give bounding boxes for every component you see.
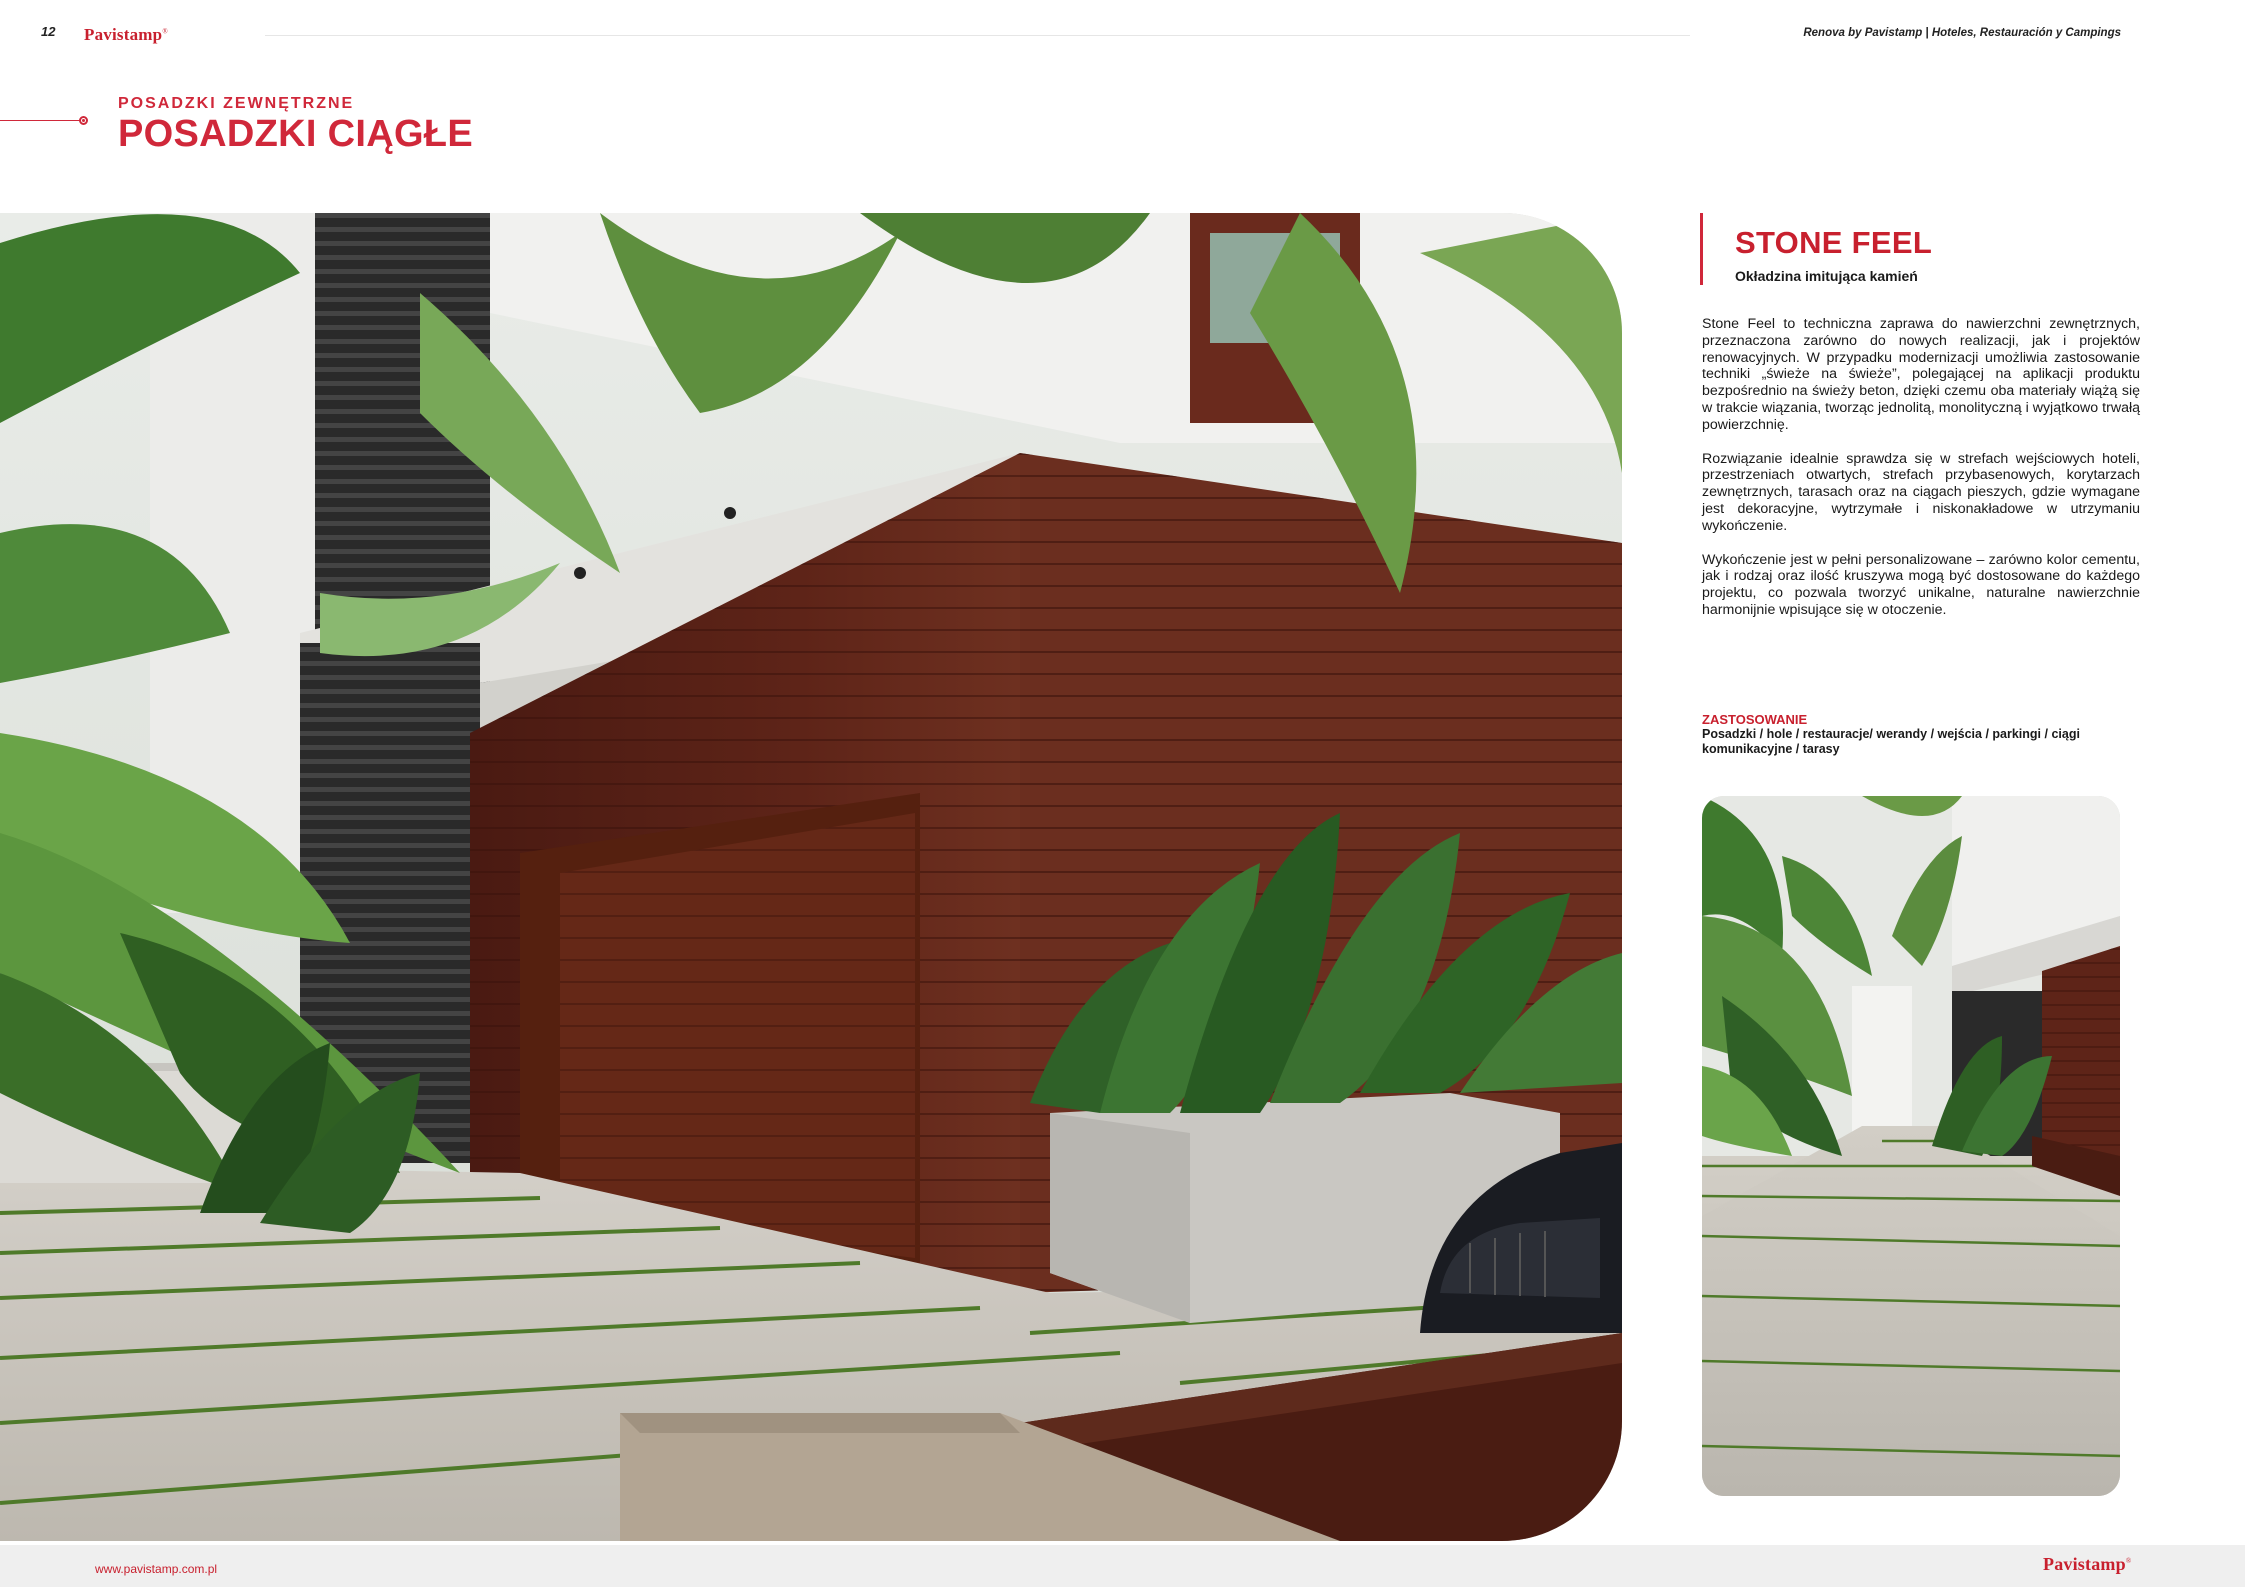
applications-list: Posadzki / hole / restauracje/ werandy / wejścia / parkingi / ciągi komunikacyjne / tarasy: [1702, 727, 2080, 756]
description-paragraph: Stone Feel to techniczna zaprawa do nawierzchni zewnętrznych, przeznaczona zarówno do nowych realizacji, jak i projektów renowacyjnych. W przypadku modernizacji umożliwia zastosowanie techniki „świeże na świeże”, polegającej na aplikacji produktu bezpośrednio na świeży beton, dzięki czemu oba materiały wiążą się w trakcie wiązania, tworząc jednolitą, monolityczną i wyjątkowo trwałą powierzchnię.: [1702, 316, 2140, 433]
footer-brand-logo: [2043, 1554, 2131, 1575]
product-description: [1702, 316, 2140, 636]
header-publication-title: Renova by Pavistamp | Hoteles, Restauración y Campings: [1803, 27, 2121, 39]
footer-bar: [0, 1545, 2245, 1587]
section-kicker: POSADZKI ZEWNĘTRZNE: [118, 95, 355, 112]
applications-heading: ZASTOSOWANIE: [1702, 712, 1808, 727]
product-name: STONE FEEL: [1735, 225, 1933, 260]
footer-website-link[interactable]: www.pavistamp.com.pl: [95, 1562, 218, 1576]
header-divider: [265, 35, 1690, 36]
footer-brand-registered-mark: ®: [2125, 1557, 2132, 1565]
brand-registered-mark: ®: [162, 27, 168, 36]
section-marker-dot-icon: [79, 116, 88, 125]
product-subtitle: Okładzina imitująca kamień: [1735, 268, 1918, 284]
section-title: POSADZKI CIĄGŁE: [118, 113, 473, 155]
section-marker-line: [0, 120, 80, 121]
footer-brand-logo-text: Pavistamp: [2043, 1554, 2126, 1574]
main-photo-illustration: [0, 213, 1622, 1541]
side-photo-illustration: [1702, 796, 2120, 1496]
side-photo: [1702, 796, 2120, 1496]
description-paragraph: Wykończenie jest w pełni personalizowane – zarówno kolor cementu, jak i rodzaj oraz ilość kruszywa mogą być dostosowane do każdego projektu, co pozwala tworzyć unikalne, naturalne nawierzchnie harmonijnie wpisujące się w otoczenie.: [1702, 551, 2140, 618]
product-accent-bar: [1700, 213, 1703, 285]
brand-logo-text: Pavistamp: [84, 25, 163, 44]
brand-logo: [84, 25, 168, 45]
description-paragraph: Rozwiązanie idealnie sprawdza się w strefach wejściowych hoteli, przestrzeniach otwartych, strefach przybasenowych, korytarzach zewnętrznych, tarasach oraz na ciągach pieszych, gdzie wymagane jest dekoracyjne, wytrzymałe i niskonakładowe w utrzymaniu wykończenie.: [1702, 450, 2140, 534]
main-photo: [0, 213, 1622, 1541]
page-number: 12: [41, 24, 56, 39]
